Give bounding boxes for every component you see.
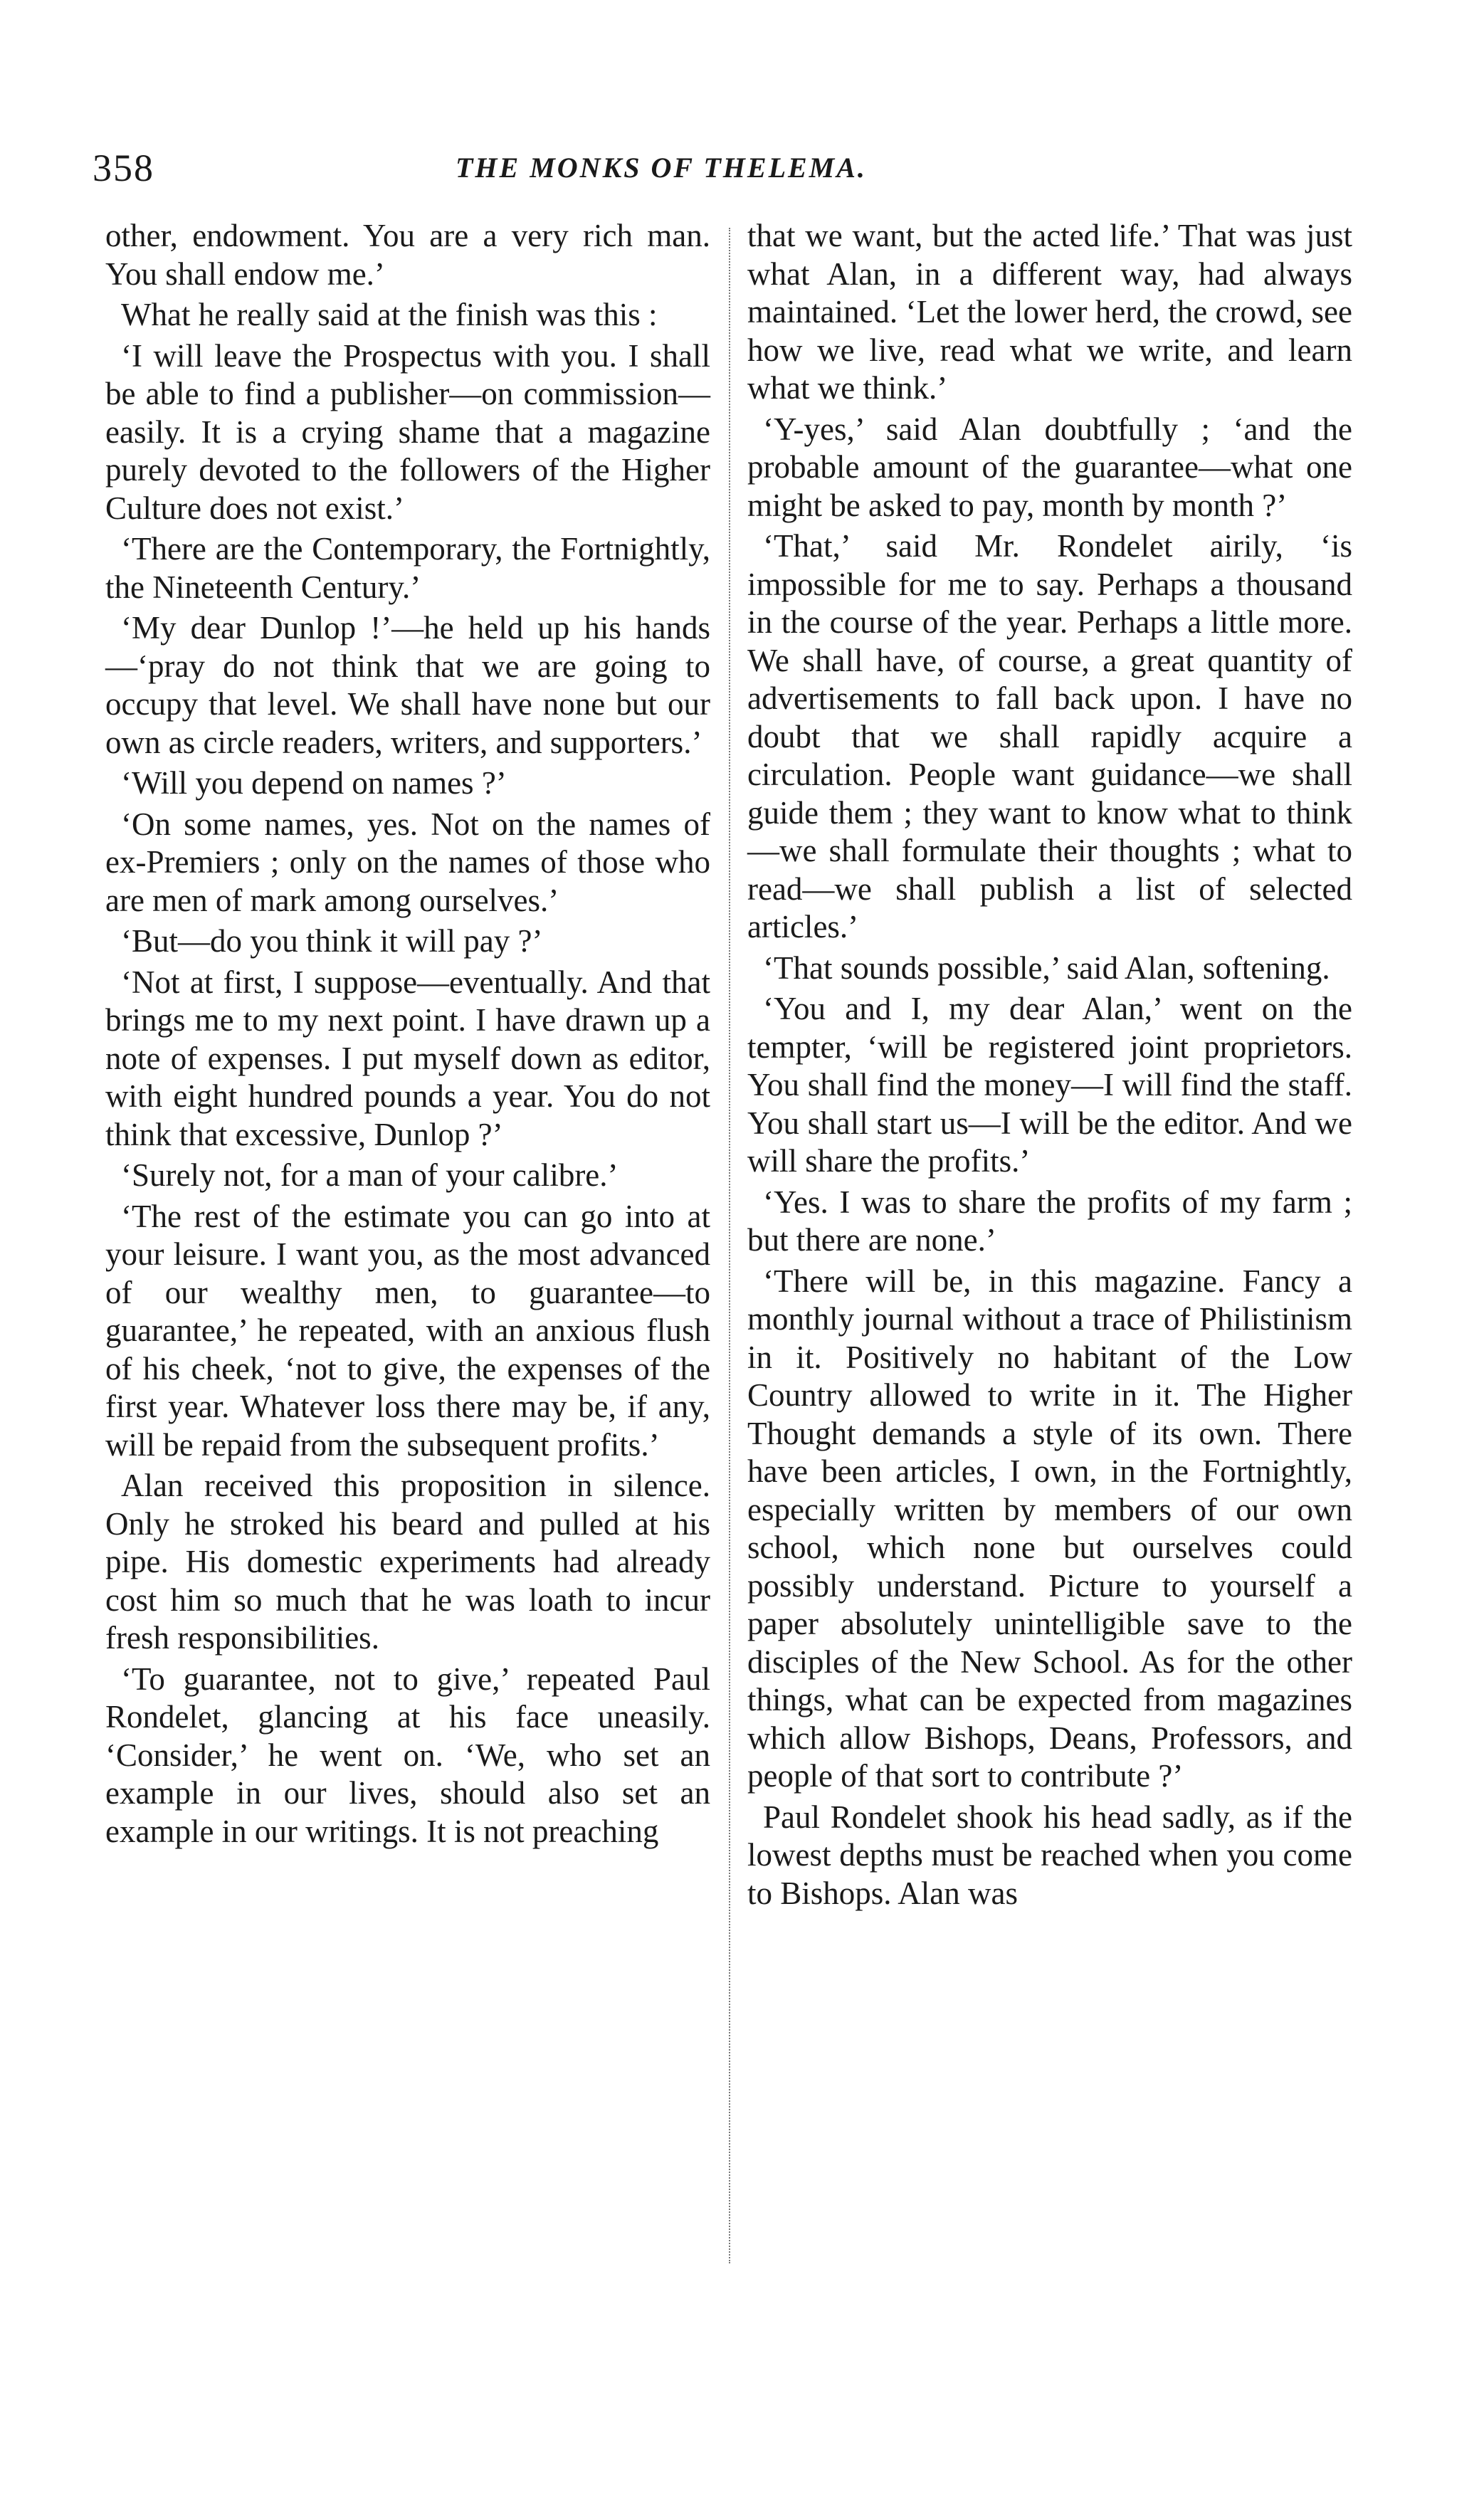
paragraph: ‘The rest of the estimate you can go into at your leisure. I want you, as the most advanced of our wealthy men, to guarantee—to guarantee,’ he repeated, with an anxious flush of his cheek, ‘not to give, the expenses of the first year. Whatever loss there may be, if any, will be repaid from the subsequent profits.’: [105, 1198, 710, 1463]
paragraph: ‘Not at first, I suppose—eventually. And that brings me to my next point. I have drawn up a note of expenses. I put myself down as editor, with eight hundred pounds a year. You do not think that excessive, Dunlop ?’: [105, 964, 710, 1152]
paragraph: ‘That sounds possible,’ said Alan, softening.: [763, 949, 1330, 986]
left-column: [105, 217, 710, 1851]
paragraph: ‘That,’ said Mr. Rondelet airily, ‘is impossible for me to say. Perhaps a thousand in the course of the year. Perhaps a little more. We shall have, of course, a great quantity of advertisements to fall back upon. I have no doubt that we shall rapidly acquire a circulation. People want guidance—we shall guide them ; they want to know what to think—we shall formulate their thoughts ; what to read—we shall publish a list of selected articles.’: [747, 528, 1352, 945]
paragraph: Paul Rondelet shook his head sadly, as if the lowest depths must be reached when you come to Bishops. Alan was: [747, 1799, 1352, 1911]
paragraph: ‘There will be, in this magazine. Fancy a monthly journal without a trace of Philistinism in it. Positively no habitant of the Low Country allowed to write in it. The Higher Thought demands a style of its own. There have been articles, I own, in the Fortnightly, especially written by members of our own school, which none but ourselves could possibly understand. Picture to yourself a paper absolutely unintelligible save to the disciples of the New School. As for the other things, what can be expected from magazines which allow Bishops, Deans, Professors, and people of that sort to contribute ?’: [747, 1263, 1352, 1794]
paragraph: ‘But—do you think it will pay ?’: [121, 923, 543, 959]
paragraph: ‘I will leave the Prospectus with you. I shall be able to find a publisher—on commission—easily. It is a crying shame that a magazine purely devoted to the followers of the Higher Culture does not exist.’: [105, 337, 710, 526]
paragraph: ‘Y-yes,’ said Alan doubtfully ; ‘and the probable amount of the guarantee—what one might be asked to pay, month by month ?’: [747, 411, 1352, 523]
paragraph: ‘Yes. I was to share the profits of my farm ; but there are none.’: [747, 1184, 1352, 1258]
column-divider: [729, 228, 730, 2263]
paragraph: What he really said at the finish was this :: [121, 297, 658, 332]
paragraph: that we want, but the acted life.’ That was just what Alan, in a different way, had always maintained. ‘Let the lower herd, the crowd, see how we live, read what we write, and learn what we think.’: [747, 218, 1352, 406]
paragraph: ‘There are the Contemporary, the Fortnightly, the Nineteenth Century.’: [105, 531, 710, 605]
paragraph: ‘Surely not, for a man of your calibre.’: [121, 1157, 619, 1193]
paragraph: Alan received this proposition in silence. Only he stroked his beard and pulled at his pipe. His domestic experiments had already cost him so much that he was loath to incur fresh responsibilities.: [105, 1468, 710, 1656]
paragraph: ‘On some names, yes. Not on the names of ex-Premiers ; only on the names of those who are men of mark among ourselves.’: [105, 806, 710, 918]
paragraph: other, endowment. You are a very rich man. You shall endow me.’: [105, 218, 710, 292]
paragraph: ‘Will you depend on names ?’: [121, 765, 507, 801]
paragraph: ‘To guarantee, not to give,’ repeated Paul Rondelet, glancing at his face uneasily. ‘Consider,’ he went on. ‘We, who set an example in our lives, should also set an example in our writings. It is not preaching: [105, 1661, 710, 1849]
paragraph: ‘You and I, my dear Alan,’ went on the tempter, ‘will be registered joint proprietors. You shall find the money—I will find the staff. You shall start us—I will be the editor. And we will share the profits.’: [747, 991, 1352, 1179]
running-title: THE MONKS OF THELEMA.: [456, 152, 867, 184]
paragraph: ‘My dear Dunlop !’—he held up his hands—‘pray do not think that we are going to occupy that level. We shall have none but our own as circle readers, writers, and supporters.’: [105, 610, 710, 760]
page-number: 358: [93, 147, 154, 189]
right-column: [747, 217, 1352, 1912]
